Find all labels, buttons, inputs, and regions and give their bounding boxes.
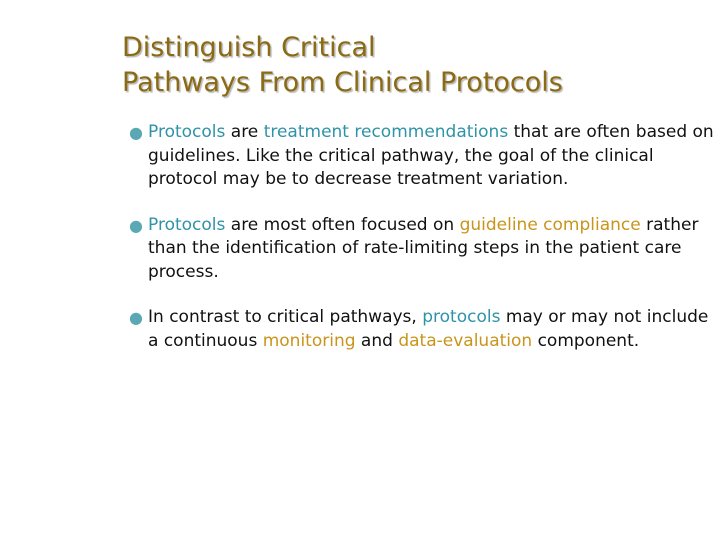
bullet-item-2 xyxy=(126,214,716,285)
bullet-text: and xyxy=(355,330,399,351)
highlight-term: Protocols xyxy=(148,214,226,235)
bullet-item-3 xyxy=(126,306,716,353)
bullet-text: rather than the identification of rate-limiting steps in the patient care process. xyxy=(148,214,699,282)
bullet-dot-icon: ● xyxy=(129,123,143,142)
slide-title-line-2: Pathways From Clinical Protocols xyxy=(122,67,563,98)
bullet-text: that are often based on guidelines. Like the critical pathway, the goal of the clinical protocol may be to decrease treatment variation. xyxy=(148,122,714,189)
highlight-term: Protocols xyxy=(148,122,226,142)
highlight-term: guideline compliance xyxy=(459,214,641,235)
bullet-list xyxy=(126,121,716,375)
slide-title-line-1: Distinguish Critical xyxy=(122,32,376,63)
bullet-text: are xyxy=(225,122,264,142)
bullet-text: are most often focused on xyxy=(225,214,460,235)
highlight-term: data-evaluation xyxy=(398,330,533,351)
highlight-term: treatment recommendations xyxy=(263,122,509,142)
bullet-dot-icon: ● xyxy=(129,215,143,235)
highlight-term: protocols xyxy=(422,307,501,327)
bullet-item-1 xyxy=(126,121,716,192)
bullet-text: may or may not include a continuous xyxy=(148,307,709,351)
bullet-dot-icon: ● xyxy=(129,308,143,327)
bullet-text: component. xyxy=(532,330,640,351)
bullet-text: In contrast to critical pathways, xyxy=(148,307,423,327)
highlight-term: monitoring xyxy=(262,330,356,351)
slide-title xyxy=(122,30,712,100)
